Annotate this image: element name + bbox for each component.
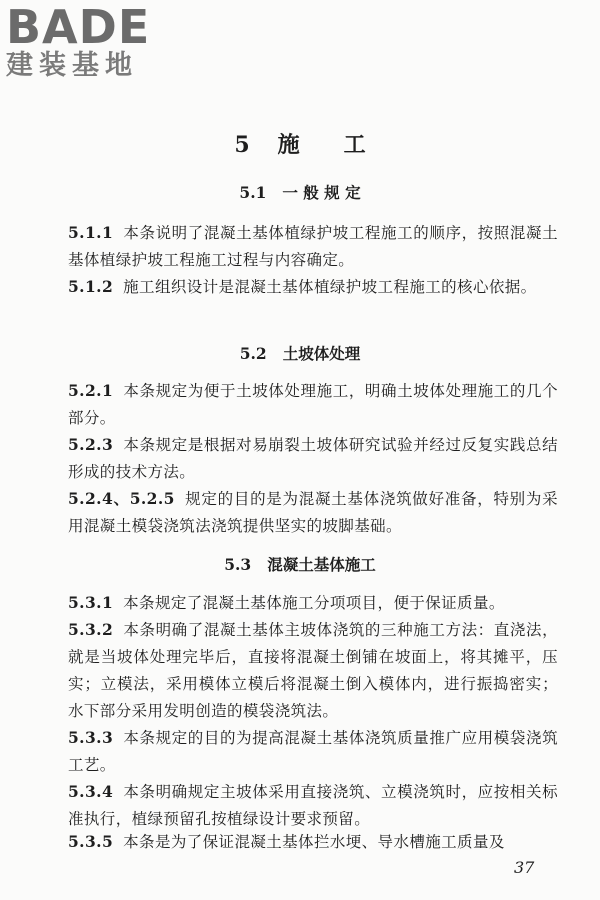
logo bbox=[6, 2, 176, 82]
chapter-number: 5 bbox=[234, 132, 250, 158]
clause-text: 本条明确了混凝土基体主坡体浇筑的三种施工方法：直浇法，就是当坡体处理完毕后，直接将混凝土倒铺在坡面上，将其摊平，压实；立模法，采用模体立模后将混凝土倒入模体内，进行振捣密实；水下部分采用发明创造的模袋浇筑法。 bbox=[68, 621, 558, 720]
clause-number: 5.1.2 bbox=[68, 277, 114, 296]
clause-number: 5.3.2 bbox=[68, 620, 114, 639]
logo-subtitle: 建装基地 bbox=[6, 50, 138, 81]
section-label: 混凝土基体施工 bbox=[267, 555, 376, 574]
section-label: 一 般 规 定 bbox=[282, 183, 361, 202]
page-number: 37 bbox=[514, 858, 535, 877]
clause-number: 5.2.3 bbox=[68, 435, 114, 454]
logo-mark: BADE bbox=[6, 0, 151, 54]
clause-text: 本条规定为便于土坡体处理施工，明确土坡体处理施工的几个部分。 bbox=[68, 382, 558, 427]
clause-number: 5.3.5 bbox=[68, 832, 114, 851]
clause-number: 5.3.4 bbox=[68, 782, 114, 801]
paragraph bbox=[68, 616, 558, 725]
paragraph bbox=[68, 724, 558, 779]
clause-text: 规定的目的是为混凝土基体浇筑做好准备，特别为采用混凝土模袋浇筑法浇筑提供坚实的坡脚基础。 bbox=[68, 490, 558, 535]
section-title bbox=[0, 181, 600, 203]
clause-number: 5.2.1 bbox=[68, 381, 114, 400]
paragraph bbox=[68, 219, 558, 274]
section-title bbox=[0, 342, 600, 364]
paragraph bbox=[68, 377, 558, 432]
section-number: 5.1 bbox=[239, 183, 267, 202]
paragraph bbox=[68, 273, 558, 301]
clause-text: 本条规定是根据对易崩裂土坡体研究试验并经过反复实践总结形成的技术方法。 bbox=[68, 436, 558, 481]
clause-number: 5.2.4、5.2.5 bbox=[68, 489, 175, 508]
paragraph bbox=[68, 431, 558, 486]
clause-text: 本条说明了混凝土基体植绿护坡工程施工的顺序，按照混凝土基体植绿护坡工程施工过程与内容确定。 bbox=[68, 224, 558, 269]
section-number: 5.2 bbox=[239, 344, 267, 363]
clause-text: 施工组织设计是混凝土基体植绿护坡工程施工的核心依据。 bbox=[123, 278, 537, 296]
clause-number: 5.1.1 bbox=[68, 223, 114, 242]
section-label: 土坡体处理 bbox=[282, 344, 361, 363]
paragraph bbox=[68, 589, 558, 617]
section-title bbox=[0, 553, 600, 575]
clause-text: 本条规定了混凝土基体施工分项项目，便于保证质量。 bbox=[123, 594, 505, 612]
paragraph bbox=[68, 485, 558, 540]
clause-number: 5.3.1 bbox=[68, 593, 114, 612]
section-number: 5.3 bbox=[224, 555, 252, 574]
paragraph bbox=[68, 778, 558, 833]
chapter-title bbox=[0, 128, 600, 159]
chapter-title-a: 施 bbox=[277, 132, 300, 158]
chapter-title-b: 工 bbox=[343, 132, 366, 158]
clause-text: 本条是为了保证混凝土基体拦水埂、导水槽施工质量及 bbox=[123, 833, 505, 851]
clause-text: 本条明确规定主坡体采用直接浇筑、立模浇筑时，应按相关标准执行，植绿预留孔按植绿设计要求预留。 bbox=[68, 783, 558, 828]
clause-text: 本条规定的目的为提高混凝土基体浇筑质量推广应用模袋浇筑工艺。 bbox=[68, 729, 558, 774]
paragraph bbox=[68, 828, 558, 856]
clause-number: 5.3.3 bbox=[68, 728, 114, 747]
